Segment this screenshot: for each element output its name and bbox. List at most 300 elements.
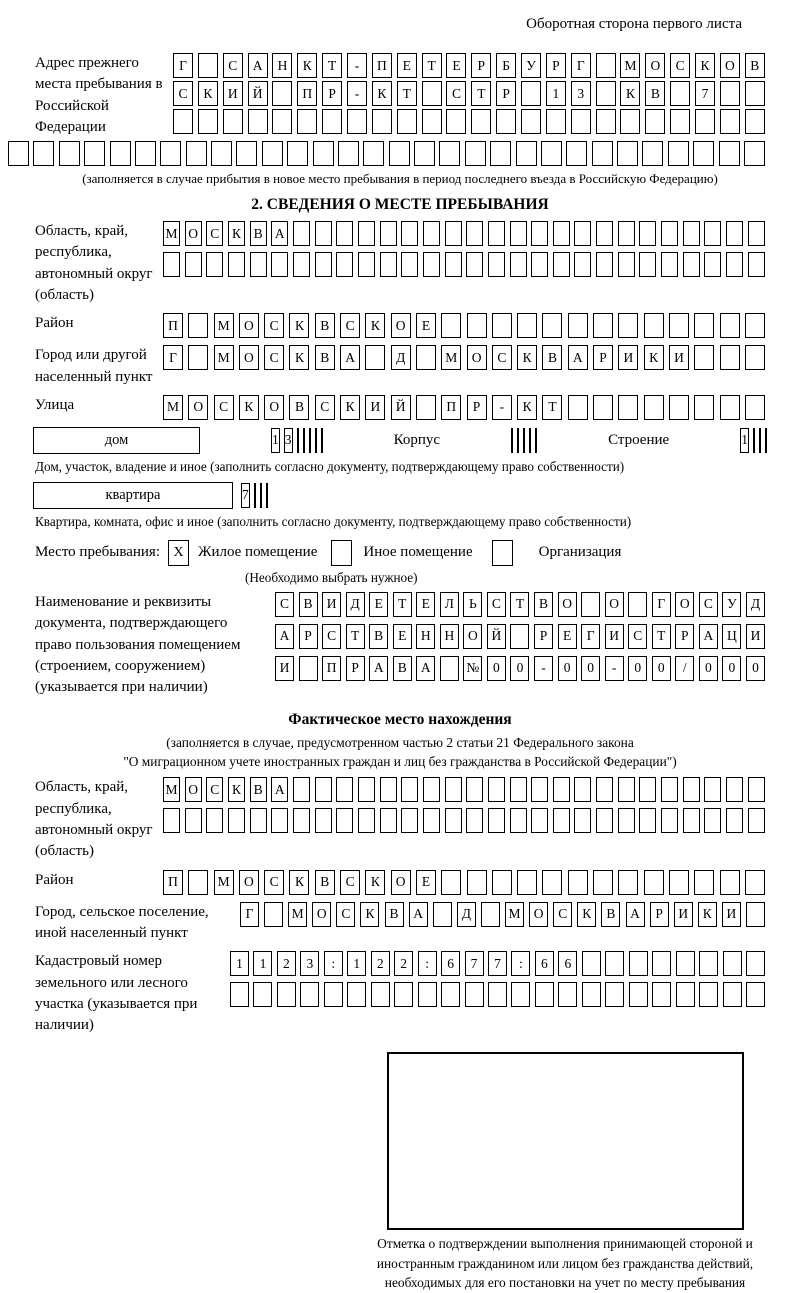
form-cell[interactable]: С: [670, 53, 690, 78]
form-cell[interactable]: [745, 81, 765, 106]
form-cell[interactable]: А: [626, 902, 645, 927]
form-cell[interactable]: [358, 808, 375, 833]
form-cell[interactable]: [726, 777, 743, 802]
form-cell[interactable]: [596, 81, 616, 106]
form-cell[interactable]: [617, 141, 638, 166]
form-cell[interactable]: 7: [488, 951, 507, 976]
form-cell[interactable]: М: [441, 345, 461, 370]
form-cell[interactable]: 7: [241, 483, 250, 508]
form-cell[interactable]: [423, 221, 440, 246]
form-cell[interactable]: [211, 141, 232, 166]
form-cell[interactable]: [336, 221, 353, 246]
form-cell[interactable]: [380, 221, 397, 246]
form-cell[interactable]: [253, 982, 272, 1007]
form-cell[interactable]: [695, 109, 715, 134]
form-cell[interactable]: [347, 982, 366, 1007]
form-cell[interactable]: О: [463, 624, 482, 649]
form-cell[interactable]: С: [206, 221, 223, 246]
form-cell[interactable]: К: [644, 345, 664, 370]
form-cell[interactable]: [542, 313, 562, 338]
form-cell[interactable]: [521, 81, 541, 106]
form-cell[interactable]: П: [163, 313, 183, 338]
form-cell[interactable]: :: [418, 951, 437, 976]
form-cell[interactable]: [746, 982, 765, 1007]
form-cell[interactable]: [719, 141, 740, 166]
form-cell[interactable]: :: [511, 951, 530, 976]
form-cell[interactable]: [466, 252, 483, 277]
form-cell[interactable]: Г: [240, 902, 259, 927]
form-cell[interactable]: [358, 221, 375, 246]
form-cell[interactable]: [206, 252, 223, 277]
form-cell[interactable]: 2: [371, 951, 390, 976]
form-cell[interactable]: -: [492, 395, 512, 420]
form-cell[interactable]: [618, 252, 635, 277]
form-cell[interactable]: И: [322, 592, 341, 617]
form-cell[interactable]: К: [239, 395, 259, 420]
form-cell[interactable]: [596, 53, 616, 78]
apartment-type-box[interactable]: квартира: [33, 482, 233, 509]
form-cell[interactable]: 6: [441, 951, 460, 976]
form-cell[interactable]: У: [722, 592, 741, 617]
form-cell[interactable]: [315, 428, 317, 453]
form-cell[interactable]: 0: [699, 656, 718, 681]
form-cell[interactable]: К: [577, 902, 596, 927]
form-cell[interactable]: [223, 109, 243, 134]
form-cell[interactable]: [264, 902, 283, 927]
form-cell[interactable]: [541, 141, 562, 166]
form-cell[interactable]: А: [416, 656, 435, 681]
form-cell[interactable]: [228, 808, 245, 833]
form-cell[interactable]: С: [340, 313, 360, 338]
form-cell[interactable]: [644, 870, 664, 895]
form-cell[interactable]: Е: [416, 870, 436, 895]
form-cell[interactable]: [523, 428, 525, 453]
form-cell[interactable]: В: [315, 345, 335, 370]
form-cell[interactable]: [163, 252, 180, 277]
form-cell[interactable]: С: [214, 395, 234, 420]
form-cell[interactable]: К: [340, 395, 360, 420]
form-cell[interactable]: [160, 141, 181, 166]
form-cell[interactable]: -: [605, 656, 624, 681]
form-cell[interactable]: [338, 141, 359, 166]
form-cell[interactable]: К: [228, 777, 245, 802]
form-cell[interactable]: [271, 808, 288, 833]
form-cell[interactable]: [553, 777, 570, 802]
form-cell[interactable]: [465, 141, 486, 166]
form-cell[interactable]: К: [517, 395, 537, 420]
form-cell[interactable]: М: [214, 313, 234, 338]
form-cell[interactable]: [510, 808, 527, 833]
form-cell[interactable]: О: [312, 902, 331, 927]
form-cell[interactable]: О: [239, 313, 259, 338]
form-cell[interactable]: О: [605, 592, 624, 617]
form-cell[interactable]: [371, 982, 390, 1007]
form-cell[interactable]: [336, 808, 353, 833]
form-cell[interactable]: [535, 982, 554, 1007]
checkbox-organization[interactable]: [492, 540, 513, 566]
form-cell[interactable]: [661, 221, 678, 246]
form-cell[interactable]: [198, 109, 218, 134]
form-cell[interactable]: К: [297, 53, 317, 78]
form-cell[interactable]: [315, 221, 332, 246]
form-cell[interactable]: [110, 141, 131, 166]
form-cell[interactable]: Н: [416, 624, 435, 649]
form-cell[interactable]: [676, 982, 695, 1007]
form-cell[interactable]: [531, 808, 548, 833]
form-cell[interactable]: [277, 982, 296, 1007]
form-cell[interactable]: К: [372, 81, 392, 106]
form-cell[interactable]: [380, 808, 397, 833]
form-cell[interactable]: А: [271, 221, 288, 246]
form-cell[interactable]: [33, 141, 54, 166]
form-cell[interactable]: [676, 951, 695, 976]
form-cell[interactable]: [198, 53, 218, 78]
form-cell[interactable]: [669, 870, 689, 895]
form-cell[interactable]: [300, 982, 319, 1007]
form-cell[interactable]: [720, 870, 740, 895]
form-cell[interactable]: [445, 777, 462, 802]
form-cell[interactable]: [720, 395, 740, 420]
form-cell[interactable]: 0: [628, 656, 647, 681]
form-cell[interactable]: [748, 252, 765, 277]
form-cell[interactable]: [553, 252, 570, 277]
form-cell[interactable]: [535, 428, 537, 453]
form-cell[interactable]: Т: [346, 624, 365, 649]
form-cell[interactable]: 0: [746, 656, 765, 681]
form-cell[interactable]: [693, 141, 714, 166]
form-cell[interactable]: Н: [440, 624, 459, 649]
form-cell[interactable]: 2: [394, 951, 413, 976]
form-cell[interactable]: Д: [391, 345, 411, 370]
form-cell[interactable]: [401, 221, 418, 246]
form-cell[interactable]: Т: [422, 53, 442, 78]
form-cell[interactable]: В: [315, 313, 335, 338]
form-cell[interactable]: С: [336, 902, 355, 927]
form-cell[interactable]: [531, 221, 548, 246]
form-cell[interactable]: [206, 808, 223, 833]
form-cell[interactable]: И: [722, 902, 741, 927]
form-cell[interactable]: [466, 777, 483, 802]
form-cell[interactable]: [260, 483, 262, 508]
form-cell[interactable]: Е: [416, 592, 435, 617]
form-cell[interactable]: [644, 313, 664, 338]
form-cell[interactable]: 0: [722, 656, 741, 681]
form-cell[interactable]: А: [409, 902, 428, 927]
form-cell[interactable]: И: [674, 902, 693, 927]
form-cell[interactable]: В: [250, 777, 267, 802]
form-cell[interactable]: [593, 870, 613, 895]
form-cell[interactable]: [228, 252, 245, 277]
form-cell[interactable]: [581, 592, 600, 617]
form-cell[interactable]: [185, 808, 202, 833]
form-cell[interactable]: В: [534, 592, 553, 617]
form-cell[interactable]: П: [163, 870, 183, 895]
form-cell[interactable]: [488, 777, 505, 802]
form-cell[interactable]: [488, 252, 505, 277]
form-cell[interactable]: В: [393, 656, 412, 681]
form-cell[interactable]: [521, 109, 541, 134]
form-cell[interactable]: [321, 428, 323, 453]
form-cell[interactable]: [248, 109, 268, 134]
form-cell[interactable]: 1: [271, 428, 280, 453]
form-cell[interactable]: [661, 777, 678, 802]
form-cell[interactable]: [629, 951, 648, 976]
form-cell[interactable]: К: [360, 902, 379, 927]
form-cell[interactable]: И: [605, 624, 624, 649]
form-cell[interactable]: О: [391, 870, 411, 895]
form-cell[interactable]: [394, 982, 413, 1007]
form-cell[interactable]: [745, 345, 765, 370]
form-cell[interactable]: [510, 252, 527, 277]
form-cell[interactable]: [720, 345, 740, 370]
form-cell[interactable]: [293, 252, 310, 277]
form-cell[interactable]: И: [746, 624, 765, 649]
form-cell[interactable]: :: [324, 951, 343, 976]
form-cell[interactable]: [510, 624, 529, 649]
form-cell[interactable]: [315, 777, 332, 802]
form-cell[interactable]: [574, 808, 591, 833]
form-cell[interactable]: [720, 313, 740, 338]
form-cell[interactable]: [492, 870, 512, 895]
form-cell[interactable]: С: [223, 53, 243, 78]
form-cell[interactable]: [293, 777, 310, 802]
form-cell[interactable]: [574, 252, 591, 277]
form-cell[interactable]: [745, 109, 765, 134]
form-cell[interactable]: [8, 141, 29, 166]
form-cell[interactable]: -: [347, 53, 367, 78]
form-cell[interactable]: [720, 81, 740, 106]
form-cell[interactable]: А: [340, 345, 360, 370]
form-cell[interactable]: [418, 982, 437, 1007]
form-cell[interactable]: В: [369, 624, 388, 649]
form-cell[interactable]: Д: [346, 592, 365, 617]
form-cell[interactable]: [748, 777, 765, 802]
form-cell[interactable]: [642, 141, 663, 166]
form-cell[interactable]: [566, 141, 587, 166]
form-cell[interactable]: 1: [546, 81, 566, 106]
form-cell[interactable]: [471, 109, 491, 134]
form-cell[interactable]: [358, 777, 375, 802]
form-cell[interactable]: [365, 345, 385, 370]
form-cell[interactable]: Е: [558, 624, 577, 649]
form-cell[interactable]: И: [669, 345, 689, 370]
form-cell[interactable]: С: [206, 777, 223, 802]
form-cell[interactable]: 1: [230, 951, 249, 976]
form-cell[interactable]: С: [275, 592, 294, 617]
form-cell[interactable]: [488, 808, 505, 833]
form-cell[interactable]: [746, 902, 765, 927]
form-cell[interactable]: Р: [593, 345, 613, 370]
form-cell[interactable]: 0: [581, 656, 600, 681]
form-cell[interactable]: Е: [416, 313, 436, 338]
form-cell[interactable]: В: [385, 902, 404, 927]
form-cell[interactable]: П: [297, 81, 317, 106]
form-cell[interactable]: [416, 345, 436, 370]
form-cell[interactable]: [372, 109, 392, 134]
form-cell[interactable]: [596, 252, 613, 277]
form-cell[interactable]: [423, 252, 440, 277]
checkbox-other-premises[interactable]: [331, 540, 352, 566]
form-cell[interactable]: [726, 808, 743, 833]
form-cell[interactable]: [496, 109, 516, 134]
form-cell[interactable]: [618, 313, 638, 338]
form-cell[interactable]: [683, 221, 700, 246]
form-cell[interactable]: [596, 808, 613, 833]
form-cell[interactable]: [645, 109, 665, 134]
form-cell[interactable]: К: [289, 870, 309, 895]
form-cell[interactable]: М: [163, 221, 180, 246]
form-cell[interactable]: [188, 313, 208, 338]
form-cell[interactable]: [748, 221, 765, 246]
form-cell[interactable]: [726, 221, 743, 246]
form-cell[interactable]: Р: [650, 902, 669, 927]
form-cell[interactable]: К: [228, 221, 245, 246]
form-cell[interactable]: [699, 951, 718, 976]
form-cell[interactable]: [445, 221, 462, 246]
form-cell[interactable]: [423, 808, 440, 833]
form-cell[interactable]: [596, 221, 613, 246]
form-cell[interactable]: [363, 141, 384, 166]
form-cell[interactable]: [704, 221, 721, 246]
form-cell[interactable]: Н: [272, 53, 292, 78]
form-cell[interactable]: [347, 109, 367, 134]
form-cell[interactable]: [236, 141, 257, 166]
form-cell[interactable]: [481, 902, 500, 927]
form-cell[interactable]: 3: [284, 428, 293, 453]
form-cell[interactable]: [574, 221, 591, 246]
form-cell[interactable]: [313, 141, 334, 166]
form-cell[interactable]: [669, 395, 689, 420]
form-cell[interactable]: [571, 109, 591, 134]
form-cell[interactable]: [185, 252, 202, 277]
form-cell[interactable]: М: [163, 395, 183, 420]
form-cell[interactable]: Р: [299, 624, 318, 649]
form-cell[interactable]: [293, 221, 310, 246]
form-cell[interactable]: [694, 345, 714, 370]
form-cell[interactable]: [694, 313, 714, 338]
form-cell[interactable]: [531, 777, 548, 802]
form-cell[interactable]: 0: [510, 656, 529, 681]
form-cell[interactable]: [401, 808, 418, 833]
form-cell[interactable]: Т: [652, 624, 671, 649]
form-cell[interactable]: [661, 252, 678, 277]
form-cell[interactable]: [389, 141, 410, 166]
form-cell[interactable]: С: [264, 345, 284, 370]
form-cell[interactable]: [723, 982, 742, 1007]
form-cell[interactable]: С: [173, 81, 193, 106]
form-cell[interactable]: Т: [471, 81, 491, 106]
form-cell[interactable]: [422, 109, 442, 134]
form-cell[interactable]: [605, 951, 624, 976]
form-cell[interactable]: Г: [581, 624, 600, 649]
form-cell[interactable]: С: [628, 624, 647, 649]
form-cell[interactable]: К: [517, 345, 537, 370]
form-cell[interactable]: [440, 656, 459, 681]
form-cell[interactable]: Р: [471, 53, 491, 78]
form-cell[interactable]: [726, 252, 743, 277]
form-cell[interactable]: Т: [542, 395, 562, 420]
form-cell[interactable]: [683, 777, 700, 802]
form-cell[interactable]: М: [620, 53, 640, 78]
form-cell[interactable]: И: [618, 345, 638, 370]
form-cell[interactable]: О: [529, 902, 548, 927]
form-cell[interactable]: [517, 870, 537, 895]
form-cell[interactable]: С: [340, 870, 360, 895]
form-cell[interactable]: [529, 428, 531, 453]
form-cell[interactable]: [746, 951, 765, 976]
form-cell[interactable]: [596, 777, 613, 802]
form-cell[interactable]: [744, 141, 765, 166]
form-cell[interactable]: [315, 808, 332, 833]
form-cell[interactable]: [694, 870, 714, 895]
form-cell[interactable]: М: [163, 777, 180, 802]
form-cell[interactable]: 0: [487, 656, 506, 681]
form-cell[interactable]: М: [505, 902, 524, 927]
form-cell[interactable]: [441, 313, 461, 338]
form-cell[interactable]: [467, 313, 487, 338]
form-cell[interactable]: О: [720, 53, 740, 78]
form-cell[interactable]: [568, 395, 588, 420]
form-cell[interactable]: [297, 428, 299, 453]
form-cell[interactable]: [422, 81, 442, 106]
form-cell[interactable]: О: [558, 592, 577, 617]
form-cell[interactable]: [759, 428, 761, 453]
form-cell[interactable]: М: [214, 870, 234, 895]
form-cell[interactable]: [336, 252, 353, 277]
form-cell[interactable]: [639, 221, 656, 246]
form-cell[interactable]: [441, 870, 461, 895]
form-cell[interactable]: [401, 777, 418, 802]
form-cell[interactable]: [466, 221, 483, 246]
form-cell[interactable]: [593, 395, 613, 420]
form-cell[interactable]: [670, 81, 690, 106]
form-cell[interactable]: [250, 808, 267, 833]
form-cell[interactable]: [745, 313, 765, 338]
form-cell[interactable]: Г: [571, 53, 591, 78]
form-cell[interactable]: О: [391, 313, 411, 338]
form-cell[interactable]: [488, 221, 505, 246]
form-cell[interactable]: 3: [571, 81, 591, 106]
form-cell[interactable]: [441, 982, 460, 1007]
form-cell[interactable]: [683, 808, 700, 833]
form-cell[interactable]: В: [645, 81, 665, 106]
form-cell[interactable]: [704, 252, 721, 277]
form-cell[interactable]: [188, 870, 208, 895]
form-cell[interactable]: [309, 428, 311, 453]
form-cell[interactable]: [704, 808, 721, 833]
form-cell[interactable]: [303, 428, 305, 453]
checkbox-residential[interactable]: X: [168, 540, 189, 566]
form-cell[interactable]: Г: [163, 345, 183, 370]
form-cell[interactable]: [510, 777, 527, 802]
form-cell[interactable]: [414, 141, 435, 166]
form-cell[interactable]: [574, 777, 591, 802]
form-cell[interactable]: Т: [397, 81, 417, 106]
form-cell[interactable]: 1: [347, 951, 366, 976]
form-cell[interactable]: 1: [740, 428, 749, 453]
form-cell[interactable]: [272, 81, 292, 106]
form-cell[interactable]: Т: [322, 53, 342, 78]
form-cell[interactable]: К: [620, 81, 640, 106]
form-cell[interactable]: [568, 313, 588, 338]
form-cell[interactable]: [639, 252, 656, 277]
form-cell[interactable]: О: [264, 395, 284, 420]
form-cell[interactable]: [542, 870, 562, 895]
form-cell[interactable]: [315, 252, 332, 277]
form-cell[interactable]: [135, 141, 156, 166]
form-cell[interactable]: О: [188, 395, 208, 420]
form-cell[interactable]: О: [467, 345, 487, 370]
